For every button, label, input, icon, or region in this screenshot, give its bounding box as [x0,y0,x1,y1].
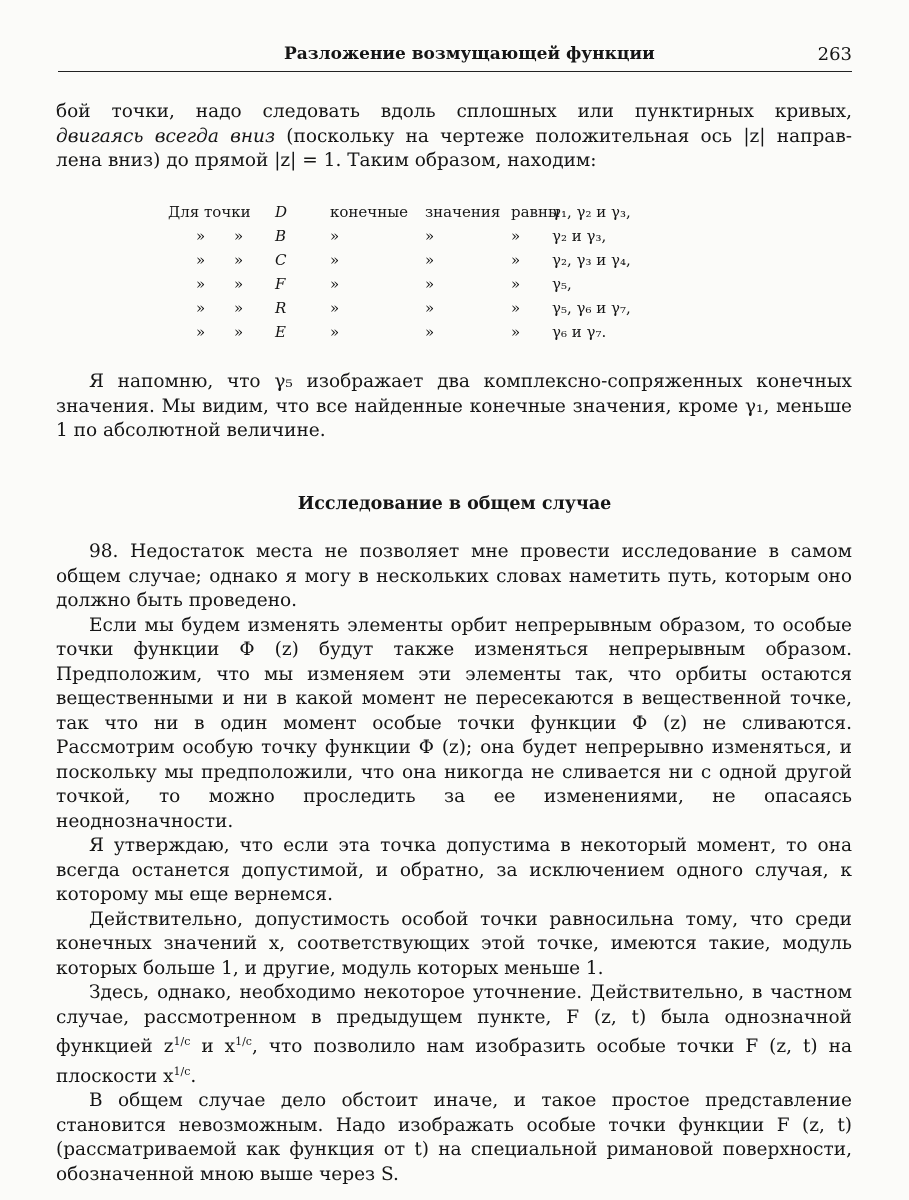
table-cell: конечные [330,203,409,221]
table-cell: » [196,275,206,293]
section-body [56,540,852,1187]
table-cell: » [425,275,435,293]
running-title: Разложение возмущающей функции [284,44,655,64]
table-cell: равны [511,203,560,221]
intro-line-2-rest: (поскольку на чертеже положительная ось |z| направ- [275,125,852,147]
table-point: D [275,203,288,221]
table-cell: » [330,299,340,317]
table-cell: » [330,251,340,269]
exponent: 1/c [235,1035,252,1048]
table-values: γ₂, γ₃ и γ₄, [552,251,631,269]
table-cell: Для [168,203,200,221]
exponent: 1/c [173,1035,191,1048]
intro-line-1: бой точки, надо следовать вдоль сплошных или пунктирных кривых, [56,101,852,122]
table-cell: » [425,299,435,317]
table-cell: » [196,299,206,317]
table-cell: » [330,227,340,245]
paragraph-admissibility: Действительно, допустимость особой точки равносильна тому, что среди конечных значений x, соответствующих этой точке, имеются такие, модуль которых больше 1, и другие, модуль которых меньше 1. [56,908,852,979]
table-cell: » [511,251,521,269]
intro-italic-phrase: двигаясь всегда вниз [56,125,276,147]
table-cell: » [511,323,521,341]
table-cell: » [234,323,244,341]
table-cell: » [234,251,244,269]
table-values: γ₅, [552,275,572,293]
page-number: 263 [817,44,852,65]
note-paragraph [56,370,852,444]
running-header [58,44,852,72]
intro-line-3: лена вниз) до прямой |z| = 1. Таким образом, находим: [56,150,597,171]
table-cell: » [234,299,244,317]
table-cell: » [511,275,521,293]
section-heading: Исследование в общем случае [297,494,612,514]
paragraph-98: 98. Недостаток места не позволяет мне провести исследование в самом общем случае; однако я могу в нескольких словах наметить путь, которым оно должно быть проведено. [56,541,852,611]
table-values: γ₂ и γ₃, [552,227,607,245]
paragraph-refinement: Здесь, однако, необходимо некоторое уточнение. Действительно, в частном случае, рассмотренном в предыдущем пункте, F (z, t) была однозначной функцией $z^{1/c}$ и $x^{1/c}$, что позволило нам изобразить особые точки F (z, t) на плоскости $x^{1/c}$. [56,982,852,1087]
table-point: R [275,299,287,317]
table-cell: » [234,227,244,245]
intro-line-2 [56,125,852,150]
paragraph-general-case: В общем случае дело обстоит иначе, и такое простое представление становится невозможным. Надо изображать особые точки функции F (z, t) (рассматриваемой как функция от t) на специальной римановой поверхности, обозначенной мною выше через S. [56,1090,852,1185]
header-rule [58,71,852,72]
table-point: B [275,227,287,245]
table-point: E [275,323,286,341]
table-cell: » [425,251,435,269]
intro-paragraph [56,100,852,174]
table-cell: » [330,275,340,293]
note-text: Я напомню, что γ₅ изображает два комплексно-сопряженных конечных значения. Мы видим, что все найденные конечные значения, кроме γ₁, меньше 1 по абсолютной величине. [56,371,852,441]
table-cell: » [330,323,340,341]
table-cell: » [196,251,206,269]
table-cell: » [511,227,521,245]
exponent: 1/c [173,1064,191,1078]
table-cell: значения [425,203,501,221]
table-values: γ₅, γ₆ и γ₇, [552,299,631,317]
paragraph-claim: Я утверждаю, что если эта точка допустима в некоторый момент, то она всегда останется допустимой, и обратно, за исключением одного случая, к которому мы еще вернемся. [56,835,852,905]
table-point: F [275,275,286,293]
paragraph-continuity: Если мы будем изменять элементы орбит непрерывным образом, то особые точки функции Φ (z) будут также изменяться непрерывным образом. Предположим, что мы изменяем эти элементы так, что орбиты остаются вещественными и ни в какой момент не пересекаются в вещественной точке, так что ни в один момент особые точки функции Φ (z) не сливаются. Рассмотрим особую точку функции Φ (z); она будет непрерывно изменяться, и поскольку мы предположили, что она никогда не сливается ни с одной другой точкой, то можно проследить за ее изменениями, не опасаясь неоднозначности. [56,614,852,832]
table-cell: точки [204,203,251,221]
table-cell: » [425,227,435,245]
table-cell: » [196,227,206,245]
table-cell: » [234,275,244,293]
table-point: C [275,251,287,269]
table-values: γ₁, γ₂ и γ₃, [552,203,631,221]
table-cell: » [511,299,521,317]
table-values: γ₆ и γ₇. [552,323,607,341]
table-cell: » [425,323,435,341]
table-cell: » [196,323,206,341]
